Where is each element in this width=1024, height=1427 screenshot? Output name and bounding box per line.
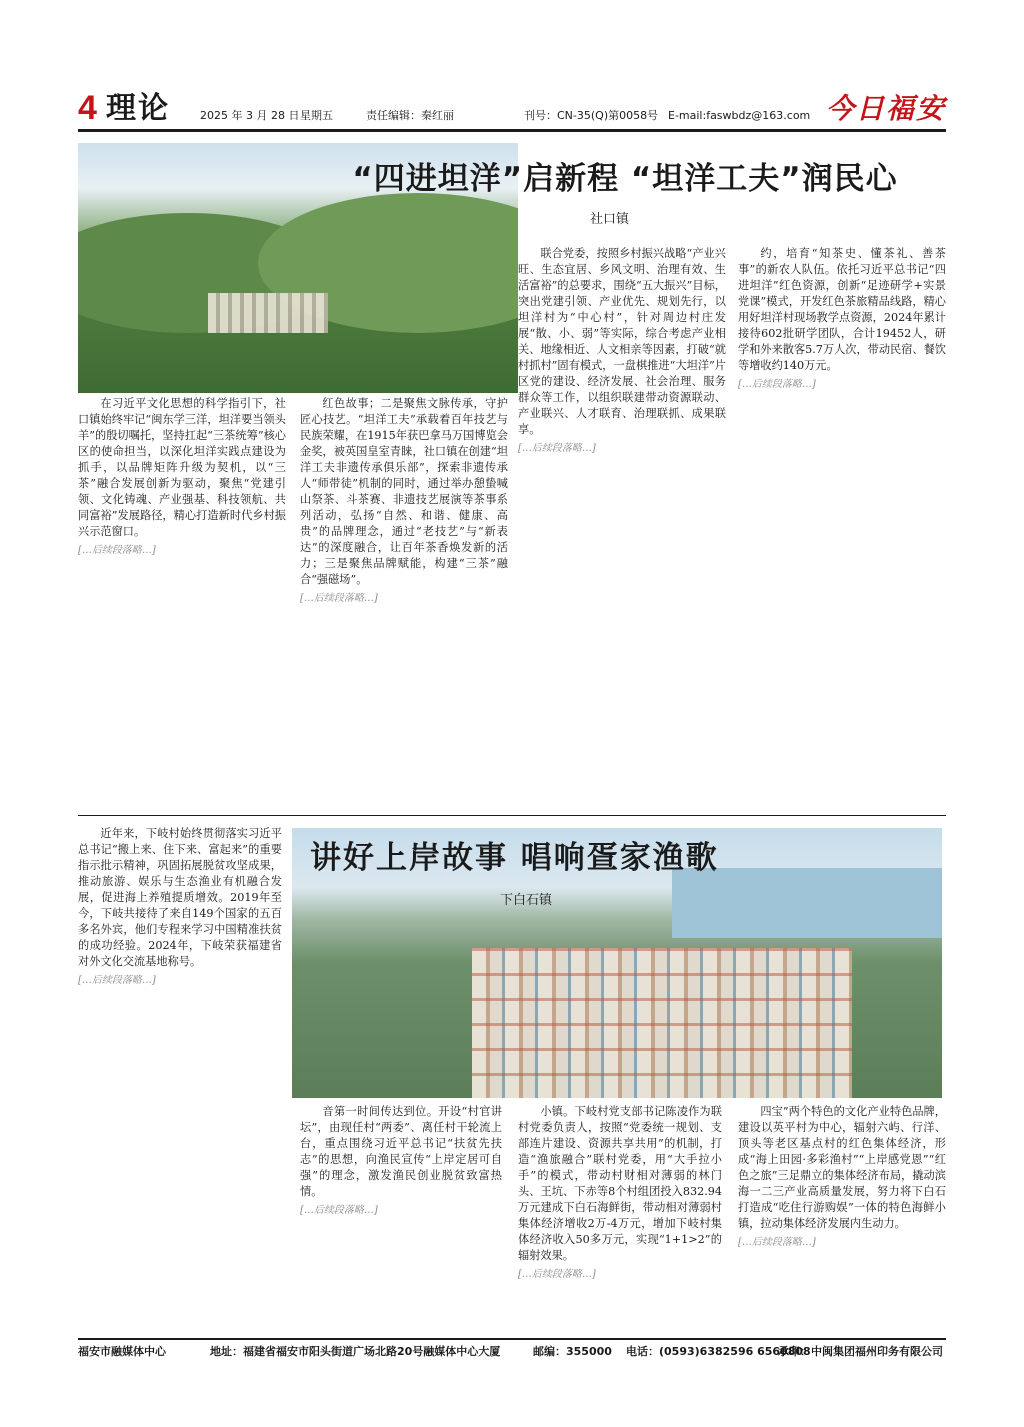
- paragraph: 四宝”两个特色的文化产业特色品牌，建设以英平村为中心，辐射六屿、行洋、顶头等老区基点村的红色集体经济，形成“海上田园·多彩渔村”“上岸感党恩”“红色之旅”三足鼎立的集体经济布局，撬动滨海一二三产业高质量发展，努力将下白石打造成“吃住行游购娱”一体的特色海鲜小镇，拉动集体经济发展内生动力。: [738, 1105, 946, 1230]
- paragraph: 小镇。下岐村党支部书记陈凌作为联村党委负责人，按照“党委统一规划、支部连片建设、资源共享共用”的机制，打造“渔旅融合”联村党委，用“大手拉小手”的模式，带动村财相对薄弱的林门头、王坑、下赤等8个村组团投入832.94万元建成下白石海鲜街，带动相对薄弱村集体经济增收2万-4万元，增加下岐村集体经济收入50多万元，实现“1+1>2”的辐射效果。: [518, 1105, 722, 1262]
- paragraph: 联合党委，按照乡村振兴战略“产业兴旺、生态宜居、乡风文明、治理有效、生活富裕”的总要求，围绕“五大振兴”目标，突出党建引领、产业优先、规划先行，以坦洋村为“中心村”，针对周边村庄发展“散、小、弱”等实际，综合考虑产业相关、地缘相近、人文相亲等因素，打破“就村抓村”固有模式，一盘棋推进“大坦洋”片区党的建设、经济发展、社会治理、服务群众等工作，以组织联建带动资源联动、产业联兴、人才联育、治理联抓、成果联享。: [518, 247, 726, 436]
- article-divider: [78, 815, 946, 816]
- footer-postcode: 邮编：355000: [533, 1345, 612, 1358]
- article1-column-1: [78, 396, 286, 808]
- omitted-text-marker: […后续段落略…]: [518, 1269, 596, 1280]
- omitted-text-marker: […后续段落略…]: [738, 1237, 816, 1248]
- footer-address: 地址：福建省福安市阳头街道广场北路20号融媒体中心大厦: [210, 1345, 501, 1358]
- footer-org: 福安市融媒体中心: [78, 1345, 166, 1358]
- omitted-text-marker: […后续段落略…]: [518, 443, 596, 454]
- masthead: [78, 86, 946, 132]
- section-title: 理论: [106, 92, 170, 125]
- article2-column-2: [300, 1104, 502, 1332]
- omitted-text-marker: […后续段落略…]: [78, 975, 156, 986]
- article2-byline: 下白石镇: [500, 893, 553, 908]
- contact-email: E-mail:faswbdz@163.com: [668, 109, 811, 122]
- issue-date: 2025 年 3 月 28 日: [200, 109, 300, 122]
- paragraph: 红色故事；二是聚焦文脉传承，守护匠心技艺。“坦洋工夫”承载着百年技艺与民族荣耀，在1915年获巴拿马万国博览会金奖，被英国皇室青睐，社口镇在创建“坦洋工夫非遗传承俱乐部”，探索非遗传承人“师带徒”机制的同时，通过举办憩蛰喊山祭茶、斗茶赛、非遗技艺展演等茶事系列活动，弘扬“自然、和谐、健康、高贵”的品牌理念，通过“老技艺”与“新表达”的深度融合，让百年茶香焕发新的活力；三是聚焦品牌赋能，构建“三茶”融合“强磁场”。: [300, 397, 508, 586]
- article2-column-3: [518, 1104, 722, 1332]
- article2-column-4: [738, 1104, 946, 1332]
- article1-title: “四进坦洋”启新程 “坦洋工夫”润民心: [352, 161, 898, 197]
- newspaper-logo: 今日福安: [825, 92, 946, 125]
- omitted-text-marker: […后续段落略…]: [300, 593, 378, 604]
- article2-title: 讲好上岸故事 唱响疍家渔歌: [310, 840, 719, 876]
- editor-credit: 责任编辑：秦红丽: [366, 109, 454, 122]
- page-number: 4: [78, 89, 97, 127]
- paragraph: 在习近平文化思想的科学指引下，社口镇始终牢记“闽东学三洋，坦洋要当领头羊”的殷切嘱托，坚持扛起“三茶统筹”核心区的使命担当，以深化坦洋实践点建设为抓手，以品牌矩阵升级为契机，以“三茶”融合发展创新为驱动，聚焦“党建引领、文化铸魂、产业强基、科技领航、共同富裕”发展路径，精心打造新时代乡村振兴示范窗口。: [78, 397, 286, 538]
- paragraph: 音第一时间传达到位。开设“村官讲坛”，由现任村“两委”、离任村干轮流上台，重点围绕习近平总书记“扶贫先扶志”的思想，向渔民宣传“上岸定居可自强”的理念，激发渔民创业脱贫致富热情。: [300, 1105, 502, 1198]
- paragraph: 近年来，下岐村始终贯彻落实习近平总书记“搬上来、住下来、富起来”的重要指示批示精神，巩固拓展脱贫攻坚成果，推动旅游、娱乐与生态渔业有机融合发展，促进海上养殖提质增效。2019年至今，下岐共接待了来自149个国家的五百多名外宾，他们专程来学习中国精准扶贫的成功经验。2024年，下岐荣获福建省对外文化交流基地称号。: [78, 827, 282, 968]
- paragraph: 约，培育“知茶史、懂茶礼、善茶事”的新农人队伍。依托习近平总书记“四进坦洋”红色资源，创新“足迹研学+实景党课”模式，开发红色茶旅精品线路，精心用好坦洋村现场教学点资源，2024年累计接待602批研学团队，合计19452人，研学和外来散客5.7万人次，带动民宿、餐饮等增收约140万元。: [738, 247, 946, 372]
- article1-column-2: [300, 396, 508, 808]
- article1-byline: 社口镇: [590, 212, 630, 227]
- omitted-text-marker: […后续段落略…]: [300, 1205, 378, 1216]
- issue-weekday: 星期五: [300, 109, 333, 122]
- article1-column-3: [518, 246, 726, 808]
- footer-printer: 承印：中闽集团福州印务有限公司: [778, 1345, 943, 1358]
- issn-number: 刊号：CN-35(Q)第0058号: [524, 109, 659, 122]
- omitted-text-marker: […后续段落略…]: [78, 545, 156, 556]
- omitted-text-marker: […后续段落略…]: [738, 379, 816, 390]
- article2-column-1: [78, 826, 282, 1332]
- article1-column-4: [738, 246, 946, 808]
- footer-phone: 电话：(0593)6382596 6560808: [626, 1345, 811, 1358]
- page-footer: [78, 1338, 946, 1360]
